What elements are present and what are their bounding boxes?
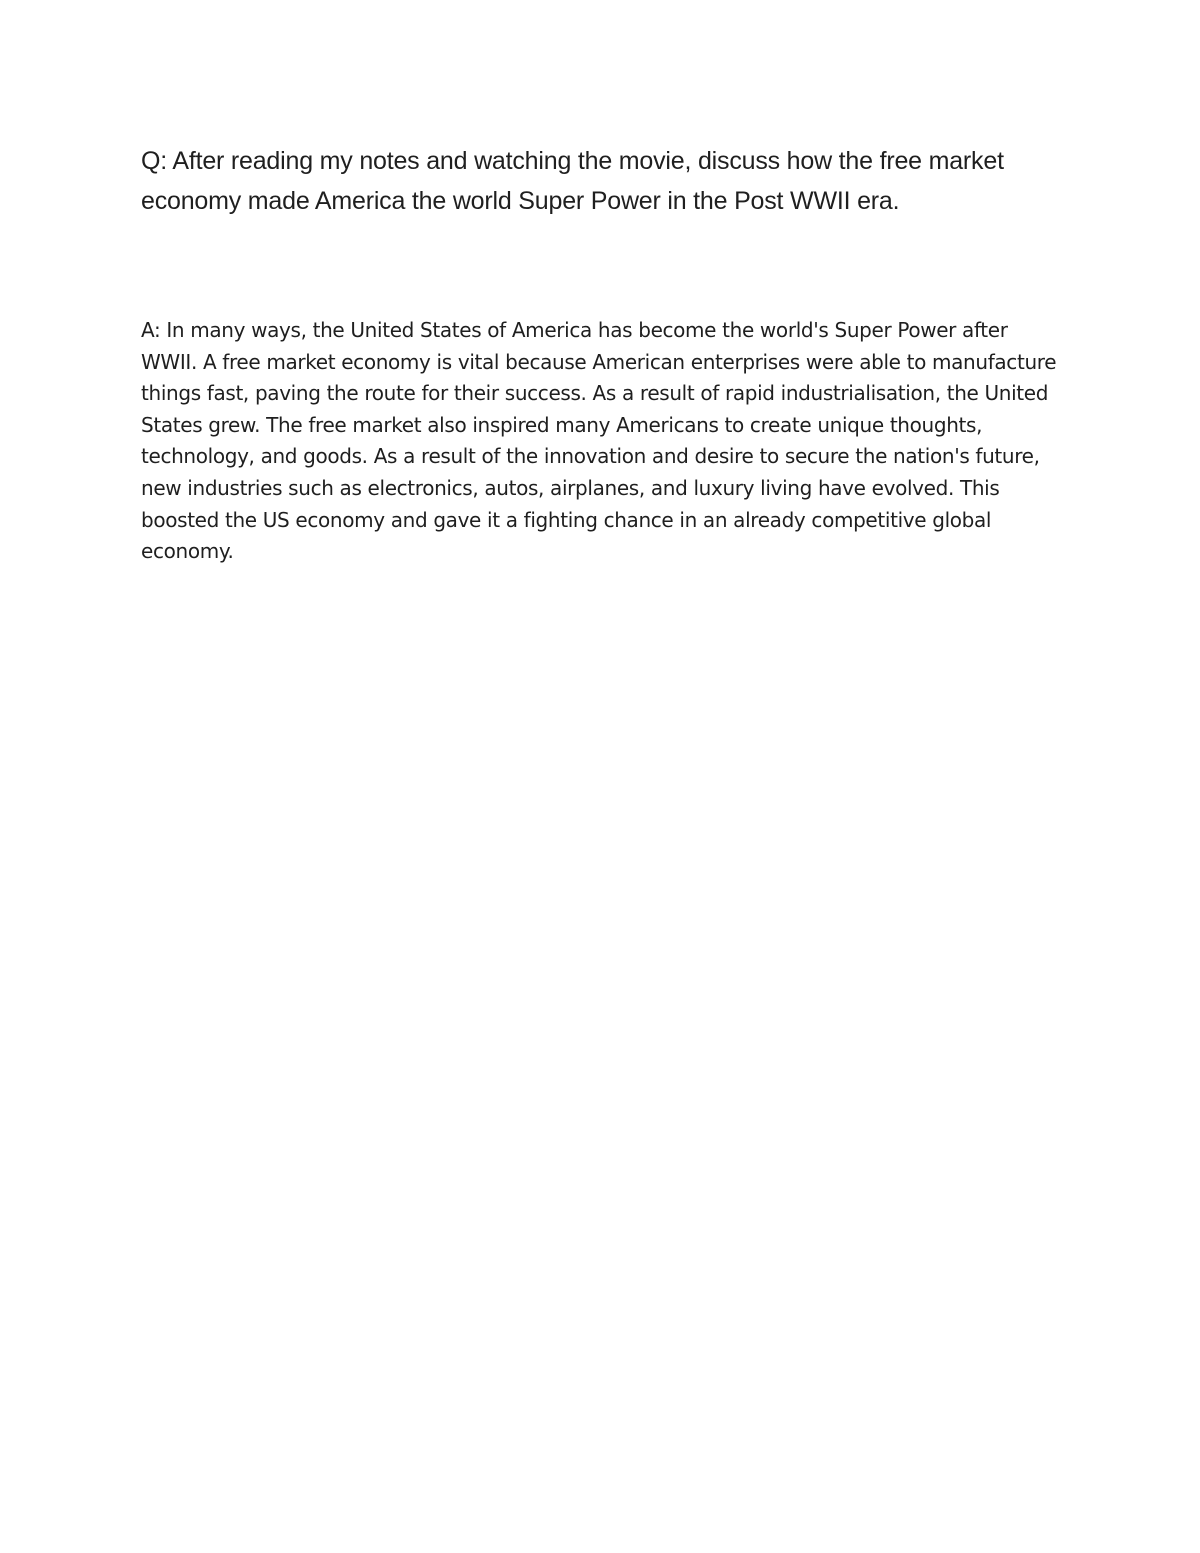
document-content (141, 141, 1061, 568)
question-paragraph: Q: After reading my notes and watching the movie, discuss how the free market economy made America the world Super Power in the Post WWII era. (141, 147, 1004, 215)
answer-paragraph: A: In many ways, the United States of America has become the world's Super Power after WWII. A free market economy is vital because American enterprises were able to manufacture things fast, paving the route for their success. As a result of rapid industrialisation, the United States grew. The free market also inspired many Americans to create unique thoughts, technology, and goods. As a result of the innovation and desire to secure the nation's future, new industries such as electronics, autos, airplanes, and luxury living have evolved. This boosted the US economy and gave it a fighting chance in an already competitive global economy. (141, 318, 1057, 564)
